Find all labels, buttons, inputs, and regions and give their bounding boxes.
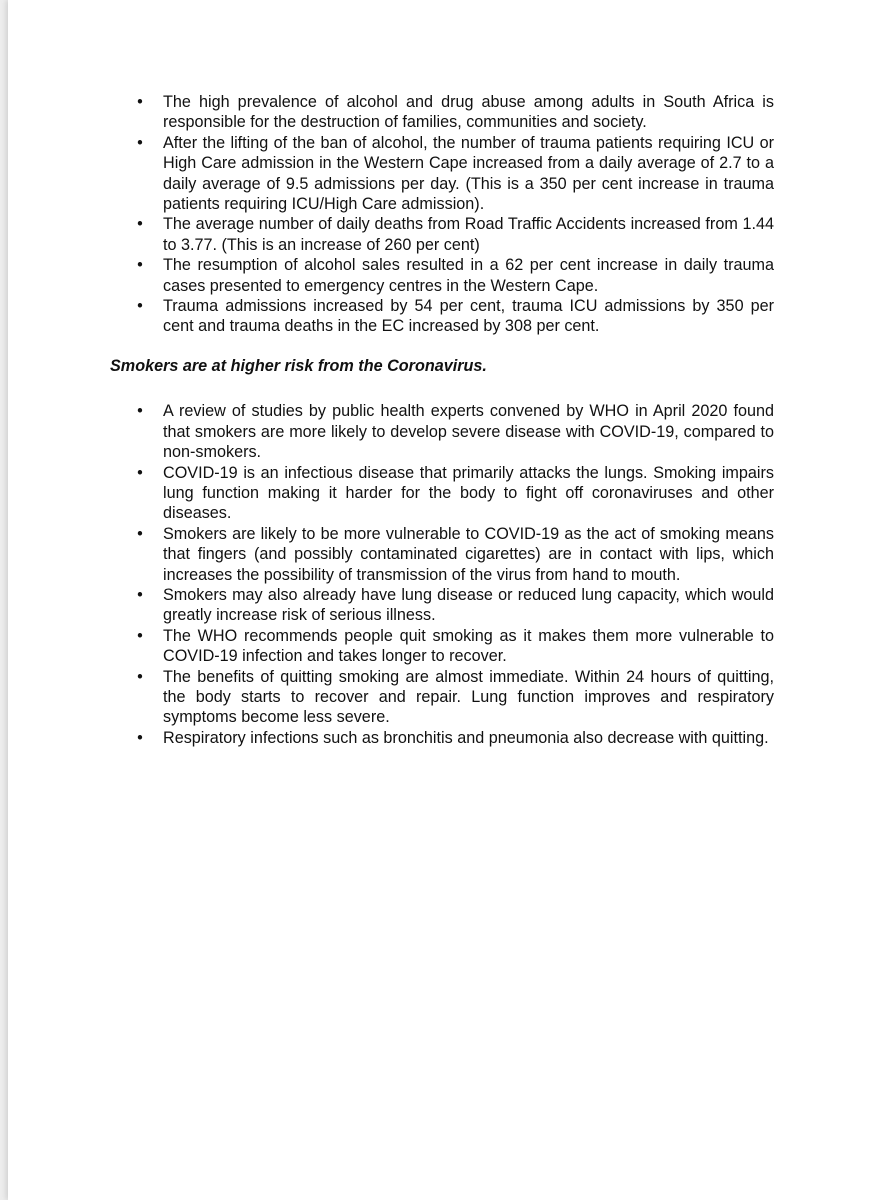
list-item-text: The average number of daily deaths from Road Traffic Accidents increased from 1.44 to 3.77. (This is an increase of 260 per cent) xyxy=(163,215,774,254)
list-item xyxy=(110,524,774,585)
list-item xyxy=(110,585,774,626)
list-item-text: The resumption of alcohol sales resulted in a 62 per cent increase in daily trauma cases presented to emergency centres in the Western Cape. xyxy=(163,256,774,295)
bullet-icon: • xyxy=(137,667,143,686)
list-item-text: The WHO recommends people quit smoking as it makes them more vulnerable to COVID-19 infection and takes longer to recover. xyxy=(163,626,774,666)
list-item xyxy=(110,667,774,728)
bullet-icon: • xyxy=(137,463,143,482)
bullet-icon: • xyxy=(137,728,143,747)
list-item-text: COVID-19 is an infectious disease that primarily attacks the lungs. Smoking impairs lung function making it harder for the body to fight off coronaviruses and other diseases. xyxy=(163,463,774,523)
bullet-icon: • xyxy=(137,297,143,316)
smoking-bullet-list xyxy=(110,401,774,748)
bullet-icon: • xyxy=(137,585,143,604)
bullet-icon: • xyxy=(137,524,143,543)
list-item xyxy=(110,728,774,748)
list-item xyxy=(110,92,774,133)
list-item xyxy=(110,133,774,215)
list-item-text: Smokers may also already have lung disease or reduced lung capacity, which would greatly increase risk of serious illness. xyxy=(163,585,774,625)
bullet-icon: • xyxy=(137,256,143,275)
bullet-icon: • xyxy=(137,402,143,421)
page-content xyxy=(110,92,774,748)
document-page xyxy=(8,0,876,1200)
list-item xyxy=(110,626,774,667)
list-item xyxy=(110,214,774,255)
list-item xyxy=(110,463,774,524)
list-item-text: The benefits of quitting smoking are almost immediate. Within 24 hours of quitting, the body starts to recover and repair. Lung function improves and respiratory symptoms become less severe. xyxy=(163,667,774,727)
list-item-text: A review of studies by public health experts convened by WHO in April 2020 found that smokers are more likely to develop severe disease with COVID-19, compared to non-smokers. xyxy=(163,402,774,462)
alcohol-bullet-list xyxy=(110,92,774,337)
list-item-text: After the lifting of the ban of alcohol, the number of trauma patients requiring ICU or High Care admission in the Western Cape increased from a daily average of 2.7 to a daily average of 9.5 admissions per day. (This is a 350 per cent increase in trauma patients requiring ICU/High Care admission). xyxy=(163,133,774,214)
list-item-text: Trauma admissions increased by 54 per cent, trauma ICU admissions by 350 per cent and trauma deaths in the EC increased by 308 per cent. xyxy=(163,297,774,336)
bullet-icon: • xyxy=(137,626,143,645)
list-item xyxy=(110,401,774,462)
bullet-icon: • xyxy=(137,133,143,152)
section-heading: Smokers are at higher risk from the Coronavirus. xyxy=(110,356,487,375)
list-item xyxy=(110,255,774,296)
list-item-text: Respiratory infections such as bronchitis and pneumonia also decrease with quitting. xyxy=(163,728,769,747)
list-item xyxy=(110,296,774,337)
bullet-icon: • xyxy=(137,93,143,111)
list-item-text: The high prevalence of alcohol and drug abuse among adults in South Africa is responsible for the destruction of families, communities and society. xyxy=(163,93,774,132)
list-item-text: Smokers are likely to be more vulnerable to COVID-19 as the act of smoking means that fingers (and possibly contaminated cigarettes) are in contact with lips, which increases the possibility of transmission of the virus from hand to mouth. xyxy=(163,524,774,584)
bullet-icon: • xyxy=(137,215,143,234)
